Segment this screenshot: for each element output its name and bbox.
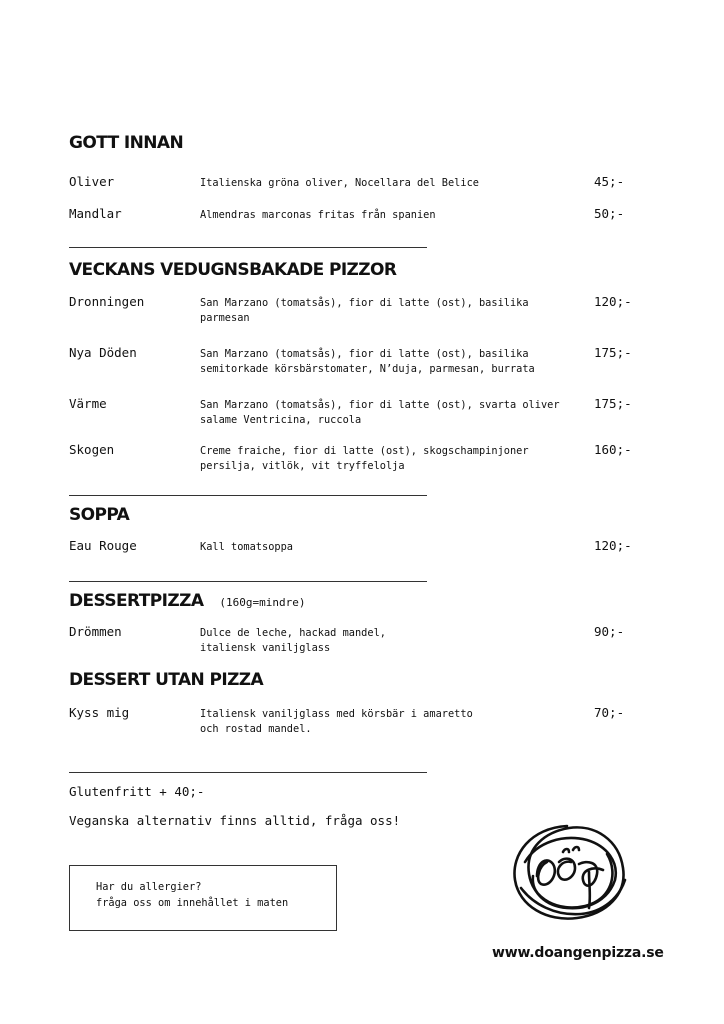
- item-description-line: och rostad mandel.: [200, 723, 312, 735]
- item-name: Eau Rouge: [69, 538, 137, 553]
- vegan-note: Veganska alternativ finns alltid, fråga oss!: [69, 813, 401, 828]
- item-name: Skogen: [69, 442, 115, 457]
- item-price: 70;-: [594, 705, 625, 720]
- item-description-line: parmesan: [200, 312, 250, 324]
- item-description: [200, 176, 590, 191]
- divider: [69, 772, 427, 773]
- item-description-line: salame Ventricina, ruccola: [200, 414, 362, 426]
- divider: [69, 581, 427, 582]
- item-description-line: Kall tomatsoppa: [200, 541, 293, 553]
- item-description-line: italiensk vaniljglass: [200, 642, 331, 654]
- item-name: Dronningen: [69, 294, 145, 309]
- item-description: [200, 626, 590, 656]
- item-price: 45;-: [594, 174, 625, 189]
- website-link[interactable]: www.doangenpizza.se: [492, 945, 664, 961]
- item-description-line: Dulce de leche, hackad mandel,: [200, 627, 386, 639]
- item-price: 120;-: [594, 294, 632, 309]
- item-price: 90;-: [594, 624, 625, 639]
- section-title-dessert-utan-pizza: DESSERT UTAN PIZZA: [69, 670, 264, 690]
- allergy-line: fråga oss om innehållet i maten: [96, 897, 289, 909]
- item-description-line: Italienska gröna oliver, Nocellara del Belice: [200, 177, 479, 189]
- section-title-veckans: VECKANS VEDUGNSBAKADE PIZZOR: [69, 260, 397, 280]
- item-name: Värme: [69, 396, 107, 411]
- item-price: 175;-: [594, 345, 632, 360]
- item-description: [200, 707, 590, 737]
- item-description-line: San Marzano (tomatsås), fior di latte (ost), basilika: [200, 348, 529, 360]
- section-title-text: DESSERTPIZZA: [69, 591, 204, 611]
- item-description-line: San Marzano (tomatsås), fior di latte (ost), basilika: [200, 297, 529, 309]
- item-name: Oliver: [69, 174, 115, 189]
- item-name: Mandlar: [69, 206, 122, 221]
- item-description-line: semitorkade körsbärstomater, N’duja, parmesan, burrata: [200, 363, 535, 375]
- item-price: 120;-: [594, 538, 632, 553]
- section-title-soppa: SOPPA: [69, 505, 130, 525]
- allergy-line: Har du allergier?: [96, 881, 202, 893]
- item-description-line: Almendras marconas fritas från spanien: [200, 209, 436, 221]
- item-description-line: Italiensk vaniljglass med körsbär i amaretto: [200, 708, 473, 720]
- section-title-gott-innan: GOTT INNAN: [69, 133, 184, 153]
- item-description-line: persilja, vitlök, vit tryffelolja: [200, 460, 405, 472]
- scribble-logo-icon: [507, 818, 633, 926]
- item-description-line: Creme fraiche, fior di latte (ost), skogschampinjoner: [200, 445, 529, 457]
- divider: [69, 247, 427, 248]
- item-price: 160;-: [594, 442, 632, 457]
- item-description: [200, 540, 590, 555]
- item-description-line: San Marzano (tomatsås), fior di latte (ost), svarta oliver: [200, 399, 560, 411]
- divider: [69, 495, 427, 496]
- item-price: 175;-: [594, 396, 632, 411]
- section-title-dessertpizza: [69, 591, 305, 611]
- item-description: [200, 347, 590, 377]
- item-description: [200, 398, 590, 428]
- section-note: (160g=mindre): [219, 596, 306, 609]
- item-description: [200, 208, 590, 223]
- gluten-free-note: Glutenfritt + 40;-: [69, 784, 205, 799]
- item-name: Kyss mig: [69, 705, 130, 720]
- allergy-box: [69, 865, 337, 931]
- item-name: Nya Döden: [69, 345, 137, 360]
- item-price: 50;-: [594, 206, 625, 221]
- item-description: [200, 296, 590, 326]
- item-name: Drömmen: [69, 624, 122, 639]
- item-description: [200, 444, 590, 474]
